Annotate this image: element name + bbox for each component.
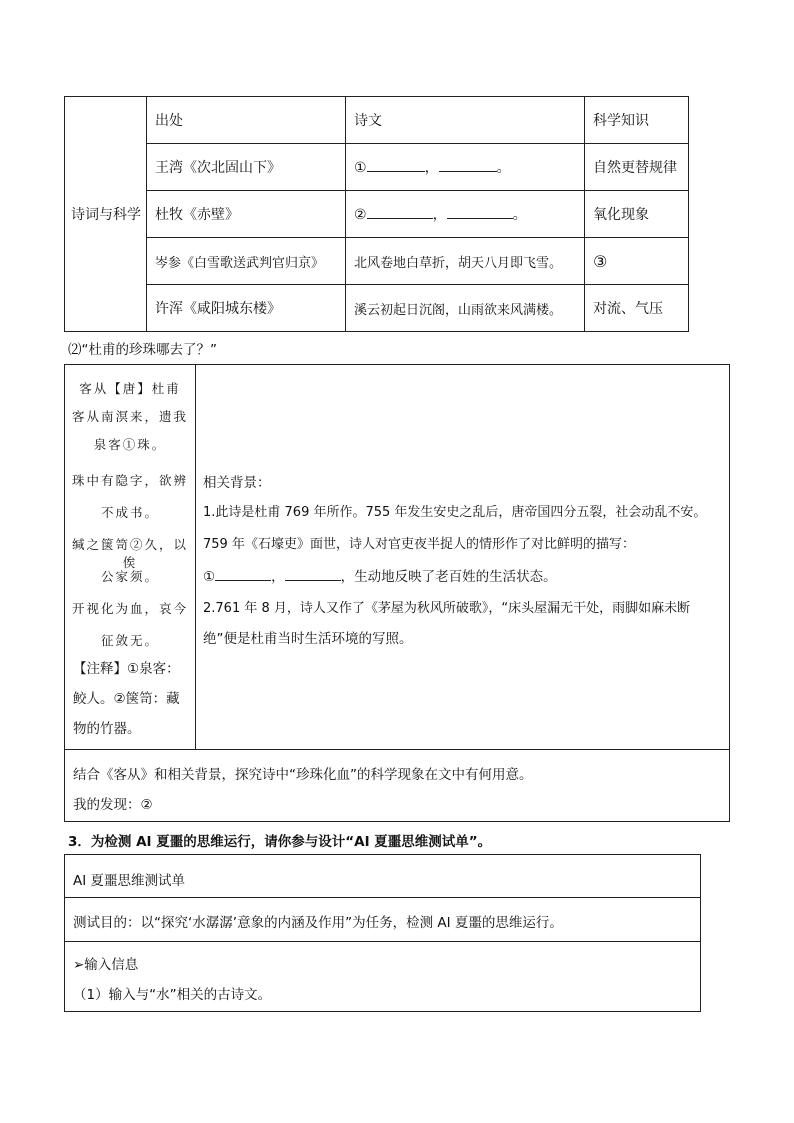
header-source: 出处 — [147, 97, 346, 144]
fill-blank[interactable] — [285, 568, 341, 581]
row-poem[interactable] — [346, 144, 585, 191]
divider — [65, 749, 729, 750]
poem-column — [65, 365, 196, 749]
note-line: 【注释】①泉客： — [73, 661, 180, 677]
section2-caption: ⑵“杜甫的珍珠哪去了？” — [68, 342, 217, 358]
poem-line: 泉客①珠。 — [93, 437, 167, 452]
fill-blank[interactable] — [439, 159, 497, 172]
background-title: 相关背景： — [203, 475, 271, 491]
table-row — [65, 285, 689, 332]
end: 。 — [496, 160, 511, 176]
background-line[interactable] — [203, 565, 557, 585]
poetry-science-table — [64, 96, 689, 332]
finding-answer[interactable]: 我的发现：② — [73, 797, 153, 813]
row-science: 氧化现象 — [585, 191, 689, 238]
sep: ， — [432, 207, 447, 223]
header-science: 科学知识 — [585, 97, 689, 144]
row-source: 杜牧《赤壁》 — [147, 191, 346, 238]
fill-blank[interactable] — [367, 159, 425, 172]
table-row — [65, 191, 689, 238]
table-row — [65, 238, 689, 285]
poem-line: 开视化为血，哀今 — [71, 601, 188, 616]
poem-line: 珠中有隐字，欲辨 — [71, 473, 188, 488]
row-source: 岑参《白雪歌送武判官归京》 — [147, 238, 346, 285]
poem-line: 公家须。 — [100, 569, 159, 584]
test-title: AI 夏噩思维测试单 — [73, 873, 186, 889]
mark: ① — [203, 569, 216, 585]
sep: ， — [271, 569, 285, 585]
row-science: 对流、气压 — [585, 285, 689, 332]
end: 。 — [512, 207, 527, 223]
line-end: ，生动地反映了老百姓的生活状态。 — [340, 569, 557, 585]
fill-blank[interactable] — [367, 206, 433, 219]
divider — [65, 941, 700, 942]
fill-blank[interactable] — [447, 206, 513, 219]
divider — [65, 897, 700, 898]
poem-line: 客从南溟来，遗我 — [71, 409, 188, 424]
row-poem[interactable] — [346, 191, 585, 238]
row-science: 自然更替规律 — [585, 144, 689, 191]
note-line: 物的竹器。 — [73, 721, 141, 737]
ai-test-box — [64, 854, 701, 1012]
poem-line: 征敛无。 — [100, 633, 159, 648]
fill-blank[interactable] — [215, 568, 271, 581]
poem-line: 缄之箧笥②久，以俟 — [71, 537, 188, 570]
question-text: 结合《客从》和相关背景，探究诗中“珍珠化血”的科学现象在文中有何用意。 — [73, 767, 533, 783]
table-row — [65, 144, 689, 191]
section3-caption: 3．为检测 AI 夏噩的思维运行，请你参与设计“AI 夏噩思维测试单”。 — [68, 834, 492, 850]
background-line: 绝”便是杜甫当时生活环境的写照。 — [203, 631, 413, 647]
background-line: 759 年《石壕吏》面世，诗人对官吏夜半捉人的情形作了对比鲜明的描写： — [203, 537, 635, 552]
note-line: 鲛人。②箧笥：藏 — [73, 691, 180, 707]
background-line: 2.761 年 8 月，诗人又作了《茅屋为秋风所破歌》，“床头屋漏无干处，雨脚如麻未断 — [203, 601, 691, 616]
row-poem: 溪云初起日沉阁，山雨欲来风满楼。 — [346, 285, 585, 332]
sep: ， — [424, 160, 439, 176]
poem-line: 客从【唐】杜甫 — [79, 381, 181, 396]
background-line: 1.此诗是杜甫 769 年所作。755 年发生安史之乱后，唐帝国四分五裂，社会动乱不安。 — [203, 505, 707, 520]
test-purpose: 测试目的：以“探究‘水潺潺’意象的内涵及作用”为任务，检测 AI 夏噩的思维运行。 — [73, 915, 563, 931]
header-poem: 诗文 — [346, 97, 585, 144]
mark: ② — [354, 207, 367, 223]
input-heading: ➢输入信息 — [73, 957, 139, 973]
row-source: 许浑《咸阳城东楼》 — [147, 285, 346, 332]
row-source: 王湾《次北固山下》 — [147, 144, 346, 191]
mark: ① — [354, 160, 367, 176]
du-fu-box — [64, 364, 730, 822]
poem-line: 不成书。 — [100, 505, 159, 520]
row-science[interactable]: ③ — [585, 238, 689, 285]
input-item: （1）输入与“水”相关的古诗文。 — [73, 987, 272, 1003]
group-label: 诗词与科学 — [65, 97, 147, 332]
row-poem: 北风卷地白草折，胡天八月即飞雪。 — [346, 238, 585, 285]
